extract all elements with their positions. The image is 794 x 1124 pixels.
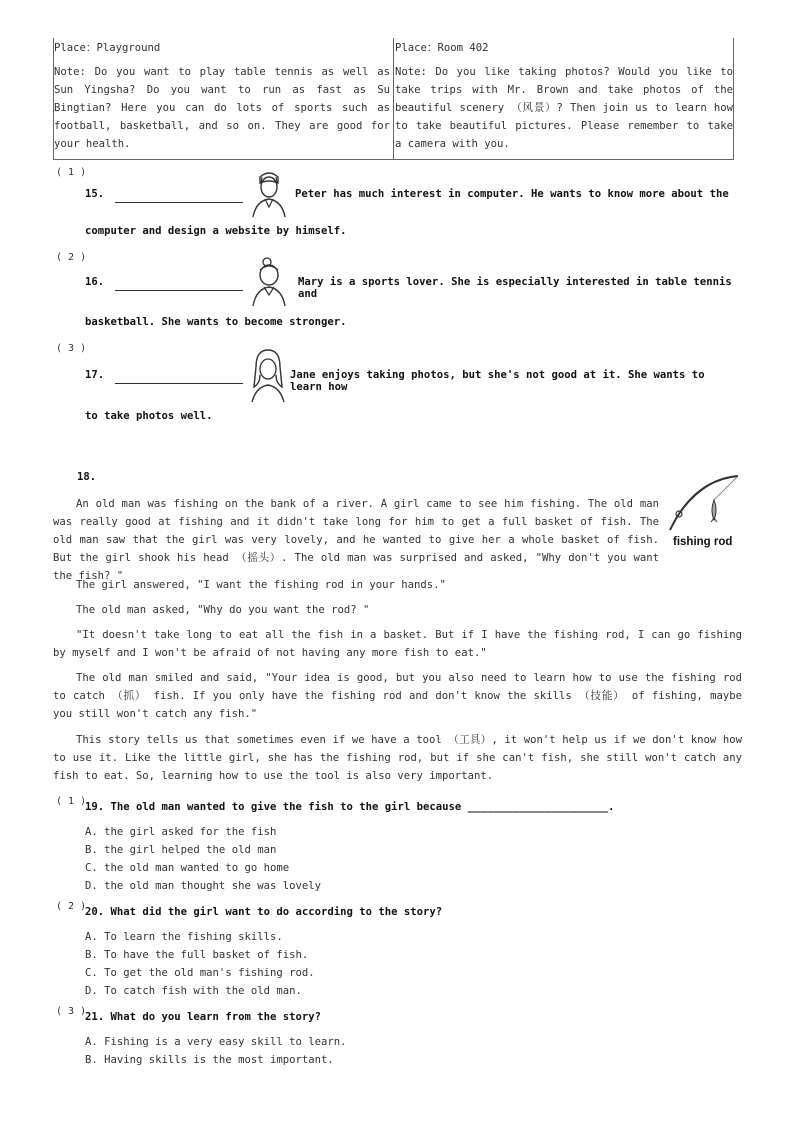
option[interactable]: D. To catch fish with the old man.	[85, 985, 302, 997]
option[interactable]: B. Having skills is the most important.	[85, 1054, 334, 1066]
question-stem: 21. What do you learn from the story?	[85, 1011, 321, 1023]
description-text: computer and design a website by himself.	[85, 225, 347, 237]
question-marker: ( 2 )	[56, 252, 87, 263]
image-caption: fishing rod	[673, 536, 733, 548]
description-text: to take photos well.	[85, 410, 213, 422]
story-paragraph: "It doesn't take long to eat all the fish in a basket. But if I have the fishing rod, I can go fishing by myself and I won't be afraid of not having any more fish to eat."	[53, 629, 742, 659]
option[interactable]: D. the old man thought she was lovely	[85, 880, 321, 892]
boy-face-icon	[248, 169, 290, 219]
option[interactable]: C. the old man wanted to go home	[85, 862, 290, 874]
table-cell-room	[395, 38, 733, 153]
club-table	[53, 38, 734, 160]
option[interactable]: B. To have the full basket of fish.	[85, 949, 309, 961]
girl-face-icon	[248, 256, 290, 308]
story-paragraph: An old man was fishing on the bank of a river. A girl came to see him fishing. The old man was really good at fishing and it didn't take long for him to get a full basket of fish. The old man saw that the girl was very lovely, and he wanted to give her a whole basket of fish. But the girl shook his head （摇头）. The old man was surprised and asked, "Why don't you want the fish? "	[53, 498, 659, 582]
description-text: Jane enjoys taking photos, but she's not good at it. She wants to learn how	[290, 369, 705, 393]
option[interactable]: A. To learn the fishing skills.	[85, 931, 283, 943]
question-number: 15.	[85, 188, 105, 200]
place-label: Place：Playground	[54, 42, 161, 54]
description-text: Peter has much interest in computer. He wants to know more about the	[295, 188, 729, 200]
question-number: 17.	[85, 369, 105, 381]
question-marker: ( 1 )	[56, 167, 87, 178]
note-text: Note: Do you like taking photos? Would you like to take trips with Mr. Brown and take photos of the beautiful scenery （风景）? Then join us to learn how to take beautiful pictures. Please remember to take a camera with you.	[395, 66, 733, 150]
question-number: 16.	[85, 276, 105, 288]
story-paragraph: The old man asked, "Why do you want the rod? "	[76, 604, 370, 616]
option[interactable]: A. the girl asked for the fish	[85, 826, 277, 838]
answer-blank[interactable]	[115, 369, 243, 388]
story-paragraph: The girl answered, "I want the fishing rod in your hands."	[76, 579, 446, 591]
fishing-rod-icon	[664, 470, 744, 534]
description-text: basketball. She wants to become stronger.	[85, 316, 347, 328]
answer-blank[interactable]	[115, 276, 243, 295]
story-paragraph: The old man smiled and said, "Your idea is good, but you also need to learn how to use the fishing rod to catch （抓） fish. If you only have the fishing rod and don't know the skills （技能） of fishing, maybe you still won't catch any fish."	[53, 672, 742, 720]
story-paragraph: This story tells us that sometimes even if we have a tool （工具）, it won't help us if we don't know how to use it. Like the little girl, she has the fishing rod, but if she can't fish, she still won't catch any fish to eat. So, learning how to use the tool is also very important.	[53, 734, 742, 782]
option[interactable]: C. To get the old man's fishing rod.	[85, 967, 315, 979]
question-marker: ( 3 )	[56, 343, 87, 354]
note-text: Note: Do you want to play table tennis as well as Sun Yingsha? Do you want to run as fast as Su Bingtian? Here you can do lots of sports such as football, basketball, and so on. They are good for your health.	[54, 66, 390, 150]
place-label: Place：Room 402	[395, 42, 489, 54]
question-marker: ( 2 )	[56, 901, 87, 912]
story-number: 18.	[77, 471, 97, 483]
long-hair-girl-face-icon	[248, 347, 288, 403]
option[interactable]: B. the girl helped the old man	[85, 844, 277, 856]
question-marker: ( 1 )	[56, 796, 87, 807]
question-marker: ( 3 )	[56, 1006, 87, 1017]
question-stem: 19. The old man wanted to give the fish to the girl because ______________________.	[85, 801, 615, 813]
option[interactable]: A. Fishing is a very easy skill to learn.	[85, 1036, 347, 1048]
answer-blank[interactable]	[115, 188, 243, 207]
table-divider	[393, 38, 394, 159]
table-cell-playground	[54, 38, 390, 153]
question-stem: 20. What did the girl want to do according to the story?	[85, 906, 443, 918]
description-text: Mary is a sports lover. She is especially interested in table tennis and	[298, 276, 732, 300]
